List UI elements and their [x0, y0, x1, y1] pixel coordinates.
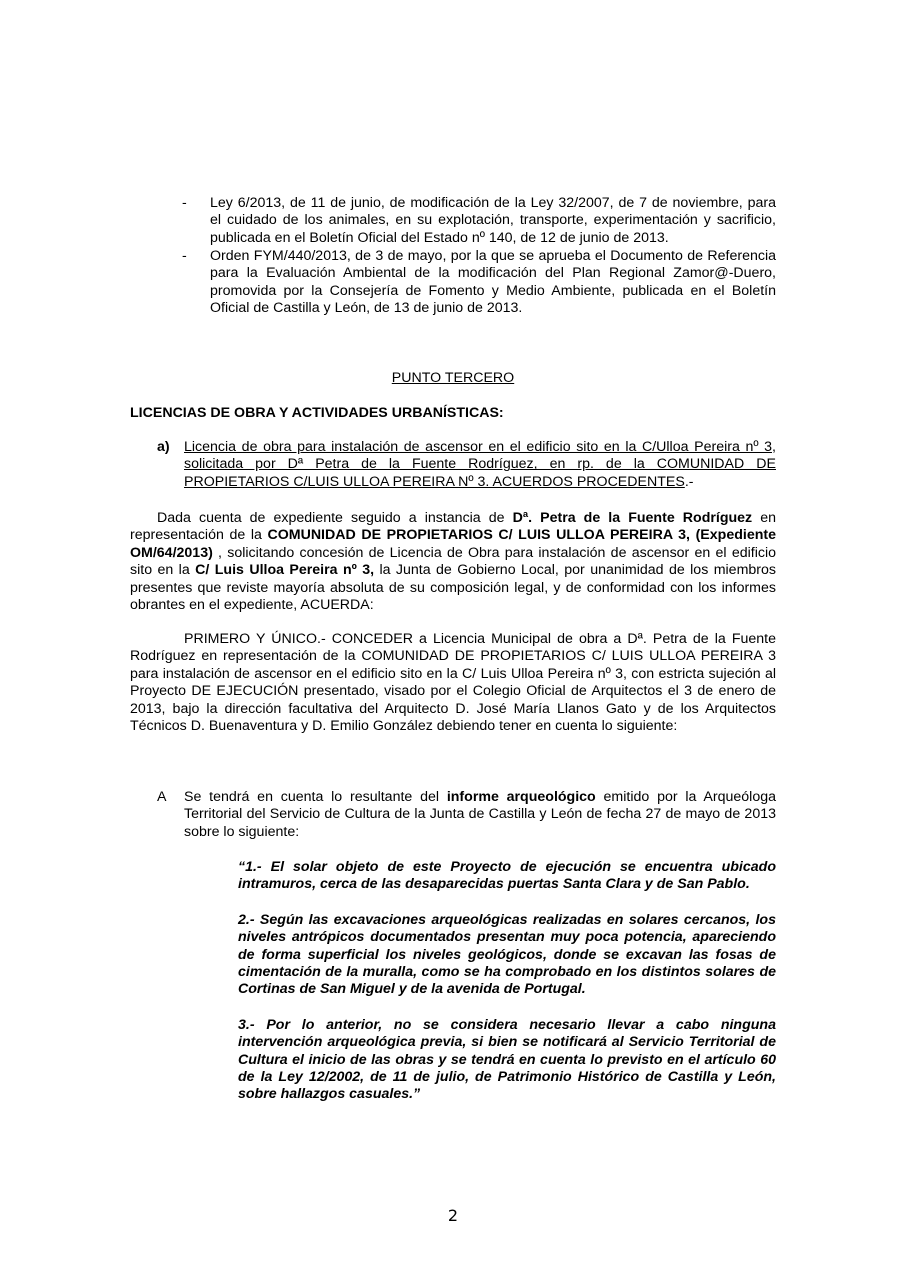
paragraph-dada-cuenta: Dada cuenta de expediente seguido a instancia de Dª. Petra de la Fuente Rodríguez en representación de la COMUNIDAD DE PROPIETARIOS C/ LUIS ULLOA PEREIRA 3, (Expediente OM/64/2013) , solicitando concesión de Licencia de Obra para instalación de ascensor en el edificio sito en la C/ Luis Ulloa Pereira nº 3, la Junta de Gobierno Local, por unanimidad de los miembros presentes que reviste mayoría absoluta de su composición legal, y de conformidad con los informes obrantes en el expediente, ACUERDA:: [130, 510, 776, 614]
list-item-text: Ley 6/2013, de 11 de junio, de modificación de la Ley 32/2007, de 7 de noviembre, para el cuidado de los animales, en su explotación, transporte, experimentación y sacrificio, publicada en el Boletín Oficial del Estado nº 140, de 12 de junio de 2013.: [210, 195, 776, 246]
section-heading: LICENCIAS DE OBRA Y ACTIVIDADES URBANÍSTICAS:: [130, 405, 504, 421]
paragraph-primero: PRIMERO Y ÚNICO.- CONCEDER a Licencia Municipal de obra a Dª. Petra de la Fuente Rodríguez en representación de la COMUNIDAD DE PROPIETARIOS C/ LUIS ULLOA PEREIRA 3 para instalación de ascensor en el edificio sito en la C/ Luis Ulloa Pereira nº 3, con estricta sujeción al Proyecto DE EJECUCIÓN presentado, visado por el Colegio Oficial de Arquitectos el 3 de enero de 2013, bajo la dirección facultativa del Arquitecto D. José María Llanos Gato y de los Arquitectos Técnicos D. Buenaventura y D. Emilio González debiendo tener en cuenta lo siguiente:: [130, 631, 776, 735]
item-a-text: Licencia de obra para instalación de ascensor en el edificio sito en la C/Ulloa Pereira nº 3, solicitada por Dª Petra de la Fuente Rodríguez, en rp. de la COMUNIDAD DE PROPIETARIOS C/LUIS ULLOA PEREIRA Nº 3. ACUERDOS PROCEDENTES.-: [184, 439, 776, 490]
item-A-label: A: [157, 789, 167, 805]
item-A-text: Se tendrá en cuenta lo resultante del informe arqueológico emitido por la Arqueóloga Territorial del Servicio de Cultura de la Junta de Castilla y León de fecha 27 de mayo de 2013 sobre lo siguiente:: [184, 789, 776, 840]
list-item-text: Orden FYM/440/2013, de 3 de mayo, por la que se aprueba el Documento de Referencia para la Evaluación Ambiental de la modificación del Plan Regional Zamor@-Duero, promovida por la Consejería de Fomento y Medio Ambiente, publicada en el Boletín Oficial de Castilla y León, de 13 de junio de 2013.: [210, 248, 776, 317]
quote-block: [238, 859, 776, 1122]
item-A: [157, 789, 776, 841]
page-number: 2: [447, 1206, 459, 1225]
item-a: [157, 439, 776, 491]
list-item: [182, 248, 776, 318]
list-marker: -: [182, 195, 187, 211]
list-item: [182, 195, 776, 247]
quote-paragraph: 2.- Según las excavaciones arqueológicas realizadas en solares cercanos, los niveles antrópicos documentados presentan muy poca potencia, apareciendo de forma superficial los niveles geológicos, donde se excavan las fosas de cimentación de la muralla, como se ha comprobado en los distintos solares de Cortinas de San Miguel y de la avenida de Portugal.: [238, 911, 776, 998]
quote-paragraph: “1.- El solar objeto de este Proyecto de ejecución se encuentra ubicado intramuros, cerca de las desaparecidas puertas Santa Clara y de San Pablo.: [238, 859, 776, 893]
list-marker: -: [182, 248, 187, 264]
section-title: PUNTO TERCERO: [391, 370, 515, 386]
item-a-label: a): [157, 439, 170, 455]
quote-paragraph: 3.- Por lo anterior, no se considera necesario llevar a cabo ninguna intervención arqueológica previa, si bien se notificará al Servicio Territorial de Cultura el inicio de las obras y se tendrá en cuenta lo previsto en el artículo 60 de la Ley 12/2002, de 11 de julio, de Patrimonio Histórico de Castilla y León, sobre hallazgos casuales.”: [238, 1016, 776, 1103]
